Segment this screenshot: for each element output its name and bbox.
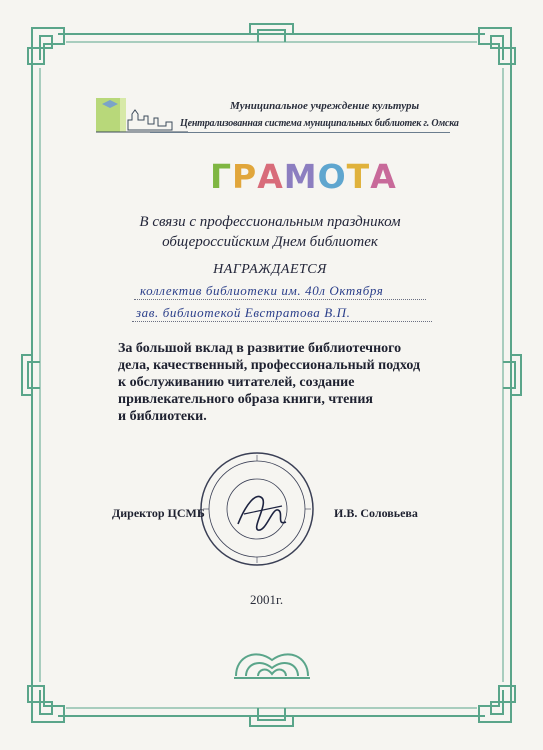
merit-text: [118, 340, 448, 425]
merit-line: привлекательного образа книги, чтения: [118, 392, 374, 407]
certificate-year: 2001г.: [250, 592, 284, 607]
signer-name: И.В. Соловьева: [334, 506, 418, 520]
library-logo: [92, 96, 188, 136]
fill-line-2: [132, 321, 432, 322]
merit-line: дела, качественный, профессиональный подход: [118, 358, 421, 373]
org-underline: [150, 132, 450, 133]
official-seal: [198, 450, 316, 568]
title-letter: О: [317, 157, 347, 196]
occasion-text: В связи с профессиональным праздником общероссийским Днем библиотек: [139, 214, 401, 250]
merit-line: За большой вклад в развитие библиотечного: [118, 341, 402, 356]
merit-line: и библиотеки.: [118, 409, 207, 424]
certificate-title: [210, 157, 397, 196]
title-letter: А: [257, 157, 284, 196]
bottom-ornament: [232, 642, 312, 682]
recipient-line-1: коллектив библиотеки им. 40л Октября: [140, 283, 384, 298]
title-letter: Г: [210, 157, 233, 196]
recipient-line-2: зав. библиотекой Евстратова В.П.: [136, 305, 351, 320]
org-name-line2: Централизованная система муниципальных библиотек г. Омска: [180, 118, 459, 129]
title-letter: Р: [232, 157, 258, 196]
title-letter: Т: [346, 157, 371, 196]
title-letter: А: [370, 157, 397, 196]
fill-line-1: [134, 299, 426, 300]
awarded-label: НАГРАЖДАЕТСЯ: [213, 262, 327, 277]
title-letter: М: [283, 157, 318, 196]
signer-title: Директор ЦСМБ: [112, 506, 205, 520]
org-name-line1: Муниципальное учреждение культуры: [230, 100, 420, 112]
merit-line: к обслуживанию читателей, создание: [118, 375, 355, 390]
